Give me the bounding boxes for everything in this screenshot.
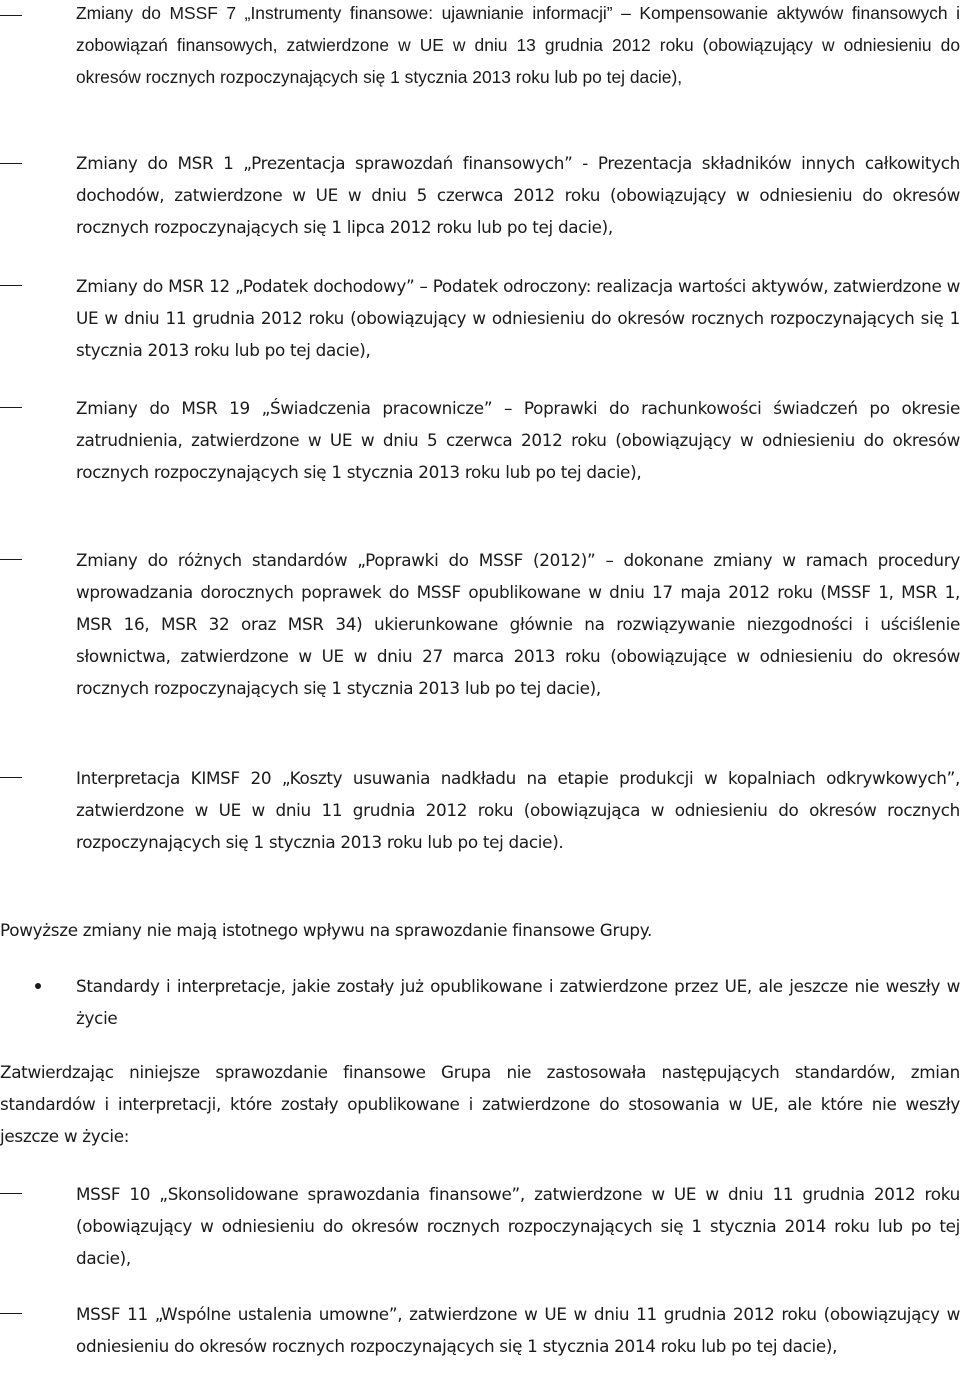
dash-marker-icon: [0, 407, 22, 408]
list-item-text: Zmiany do MSR 1 „Prezentacja sprawozdań finansowych” - Prezentacja składników innych całkowitych dochodów, zatwierdzone w UE w dniu 5 czerwca 2012 roku (obowiązujący w odniesieniu do okresów rocznych rozpoczynających się 1 lipca 2012 roku lub po tej dacie),: [76, 153, 960, 237]
list-item-text: Zmiany do MSR 12 „Podatek dochodowy” – Podatek odroczony: realizacja wartości aktywów, zatwierdzone w UE w dniu 11 grudnia 2012 roku (obowiązujący w odniesieniu do okresów rocznych rozpoczynających się 1 stycznia 2013 roku lub po tej dacie),: [76, 276, 960, 360]
intro-paragraph: Zatwierdzając niniejsze sprawozdanie finansowe Grupa nie zastosowała następujących standardów, zmian standardów i interpretacji, które zostały opublikowane i zatwierdzone do stosowania w UE, ale które nie weszły jeszcze w życie:: [0, 1062, 960, 1146]
conclusion-paragraph: Powyższe zmiany nie mają istotnego wpływu na sprawozdanie finansowe Grupy.: [0, 920, 653, 940]
dash-marker-icon: [0, 559, 22, 560]
dash-marker-icon: [0, 1313, 22, 1314]
list-item-text: MSSF 10 „Skonsolidowane sprawozdania finansowe”, zatwierdzone w UE w dniu 11 grudnia 2012 roku (obowiązujący w odniesieniu do okresów rocznych rozpoczynających się 1 stycznia 2014 roku lub po tej dacie),: [76, 1184, 960, 1268]
list-item-text: Zmiany do MSSF 7 „Instrumenty finansowe: ujawnianie informacji” – Kompensowanie aktywów finansowych i zobowiązań finansowych, zatwierdzone w UE w dniu 13 grudnia 2012 roku (obowiązujący w odniesieniu do okresów rocznych rozpoczynających się 1 stycznia 2013 roku lub po tej dacie),: [76, 3, 960, 87]
dash-marker-icon: [0, 1193, 22, 1194]
dash-marker-icon: [0, 15, 22, 16]
section-bullet-text: Standardy i interpretacje, jakie zostały już opublikowane i zatwierdzone przez UE, ale jeszcze nie weszły w życie: [76, 976, 960, 1028]
bullet-dot-icon: [35, 983, 41, 989]
list-item-text: Zmiany do MSR 19 „Świadczenia pracownicze” – Poprawki do rachunkowości świadczeń po okresie zatrudnienia, zatwierdzone w UE w dniu 5 czerwca 2012 roku (obowiązujący w odniesieniu do okresów rocznych rozpoczynających się 1 stycznia 2013 roku lub po tej dacie),: [76, 398, 960, 482]
dash-marker-icon: [0, 777, 22, 778]
list-item-text: Zmiany do różnych standardów „Poprawki do MSSF (2012)” – dokonane zmiany w ramach procedury wprowadzania dorocznych poprawek do MSSF opublikowane w dniu 17 maja 2012 roku (MSSF 1, MSR 1, MSR 16, MSR 32 oraz MSR 34) ukierunkowane głównie na rozwiązywanie niezgodności i uściślenie słownictwa, zatwierdzone w UE w dniu 27 marca 2013 roku (obowiązujące w odniesieniu do okresów rocznych rozpoczynających się 1 stycznia 2013 lub po tej dacie),: [76, 550, 960, 698]
dash-marker-icon: [0, 163, 22, 164]
list-item-text: Interpretacja KIMSF 20 „Koszty usuwania nadkładu na etapie produkcji w kopalniach odkrywkowych”, zatwierdzone w UE w dniu 11 grudnia 2012 roku (obowiązująca w odniesieniu do okresów rocznych rozpoczynających się 1 stycznia 2013 roku lub po tej dacie).: [76, 768, 960, 852]
list-item-text: MSSF 11 „Wspólne ustalenia umowne”, zatwierdzone w UE w dniu 11 grudnia 2012 roku (obowiązujący w odniesieniu do okresów rocznych rozpoczynających się 1 stycznia 2014 roku lub po tej dacie),: [76, 1304, 960, 1356]
dash-marker-icon: [0, 285, 22, 286]
